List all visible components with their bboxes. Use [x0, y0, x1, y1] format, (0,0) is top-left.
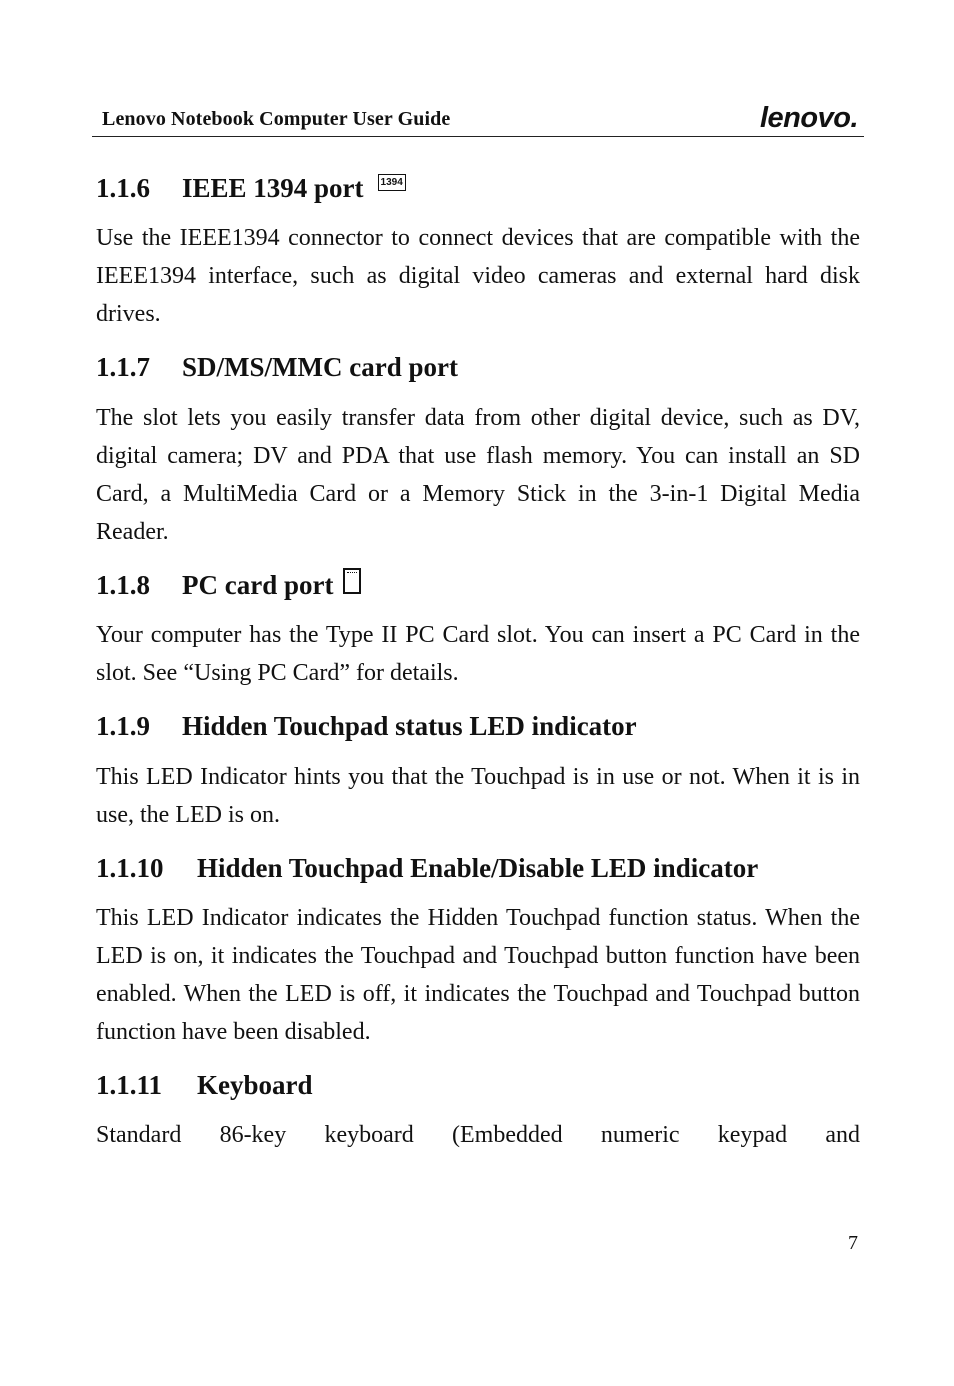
section-number: 1.1.6 — [96, 173, 150, 203]
section-title: IEEE 1394 port — [182, 173, 364, 203]
pc-card-icon — [343, 568, 361, 594]
section-title: PC card port — [182, 569, 334, 600]
section-number: 1.1.7 — [96, 352, 150, 383]
section-heading-1-1-7 — [96, 351, 860, 383]
section-body-1-1-8: Your computer has the Type II PC Card slot. You can insert a PC Card in the slot. See “Using PC Card” for details. — [96, 622, 860, 687]
document-title: Lenovo Notebook Computer User Guide — [102, 108, 451, 130]
section-number: 1.1.8 — [96, 569, 150, 600]
section-title: Hidden Touchpad Enable/Disable LED indicator — [197, 852, 759, 883]
lenovo-logo: lenovo. — [759, 102, 858, 134]
section-body-1-1-6: Use the IEEE1394 connector to connect devices that are compatible with the IEEE1394 interface, such as digital video cameras and external hard disk drives. — [96, 225, 860, 328]
section-title: Hidden Touchpad status LED indicator — [182, 711, 637, 742]
section-heading-1-1-10 — [96, 852, 860, 884]
section-body-1-1-7: The slot lets you easily transfer data from other digital device, such as DV, digital camera; DV and PDA that use flash memory. You can install an SD Card, a MultiMedia Card or a Memory Stick in the 3-in-1 Digital Media Reader. — [96, 404, 860, 545]
ieee1394-icon: 1394 — [378, 174, 406, 191]
section-title: Keyboard — [197, 1069, 313, 1100]
section-body-1-1-9: This LED Indicator hints you that the Touchpad is in use or not. When it is in use, the LED is on. — [96, 763, 860, 828]
section-body-1-1-11: Standard 86-key keyboard (Embedded numeric keypad and — [96, 1122, 860, 1149]
section-number: 1.1.9 — [96, 711, 150, 742]
section-title: SD/MS/MMC card port — [182, 352, 458, 383]
page-content — [96, 172, 860, 1172]
section-heading-1-1-9 — [96, 710, 860, 742]
section-number: 1.1.11 — [96, 1069, 163, 1100]
page-number: 7 — [848, 1232, 858, 1254]
section-heading-1-1-8 — [96, 569, 860, 601]
section-heading-1-1-6 — [96, 172, 860, 204]
section-heading-1-1-11 — [96, 1069, 860, 1101]
section-number: 1.1.10 — [96, 852, 164, 883]
section-body-1-1-10: This LED Indicator indicates the Hidden Touchpad function status. When the LED is on, it indicates the Touchpad and Touchpad button function have been enabled. When the LED is off, it indicates the Touchpad and Touchpad button function have been disabled. — [96, 904, 860, 1045]
page-header — [92, 100, 864, 137]
